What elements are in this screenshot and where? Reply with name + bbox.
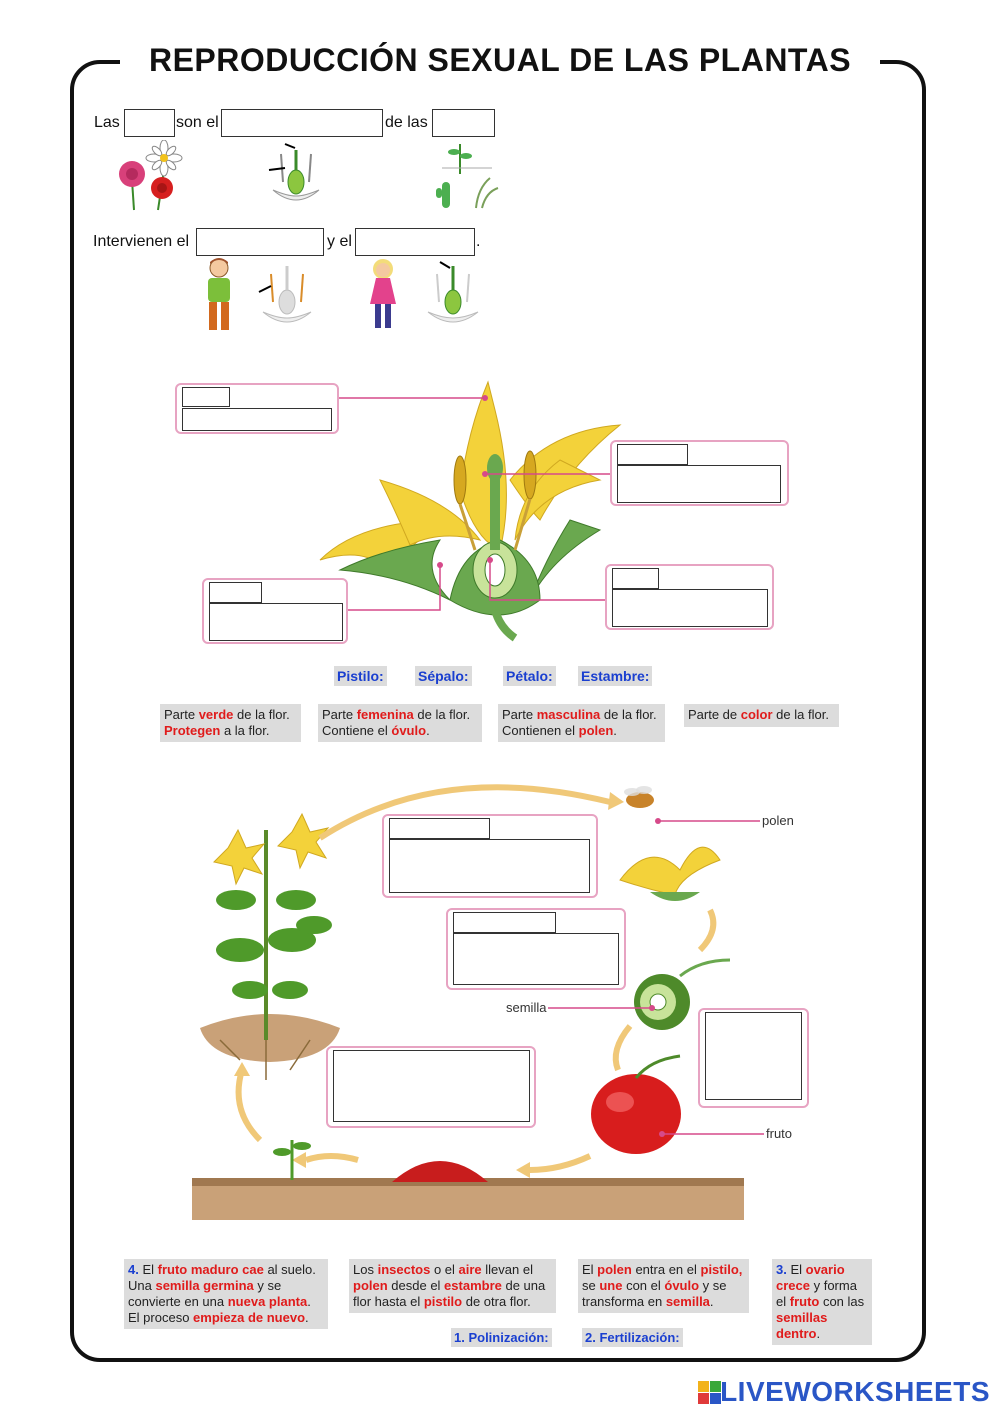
sentence2-word1: Intervienen el [93,233,190,250]
step-2-text[interactable]: El polen entra en el pistilo, se une con el óvulo y se transforma en semilla. [578,1259,749,1313]
flower-label-3-name[interactable] [209,582,262,603]
step-1-text[interactable]: Los insectos o el aire llevan el polen desde el estambre de una flor hasta el pistilo de otra flor. [349,1259,556,1313]
sentence2-word2: y el [327,233,352,250]
cycle-box-1-name[interactable] [389,818,490,839]
liveworksheets-logo-icon [698,1381,722,1405]
flower-label-3-desc[interactable] [209,603,343,641]
step-4-text[interactable]: 4. El fruto maduro cae al suelo. Una semilla germina y se convierte en una nueva planta. El proceso empieza de nuevo. [124,1259,328,1329]
sentence1-word1: Las [94,114,120,131]
label-semilla: semilla [506,1000,547,1015]
step-3-text[interactable]: 3. El ovario crece y forma el fruto con las semillas dentro. [772,1259,872,1345]
def-pistilo[interactable]: Parte femenina de la flor. Contiene el óvulo. [318,704,482,742]
sentence1-word2: son el [176,114,219,131]
def-sepalo[interactable]: Parte verde de la flor. Protegen a la flor. [160,704,301,742]
tag-estambre[interactable]: Estambre: [578,666,652,686]
tag-fertilizacion[interactable]: 2. Fertilización: [582,1328,683,1347]
cycle-box-2-name[interactable] [453,912,556,933]
page-title: REPRODUCCIÓN SEXUAL DE LAS PLANTAS [148,42,852,78]
flower-label-4-desc[interactable] [612,589,768,627]
cycle-box-2-desc[interactable] [453,933,619,985]
tag-pistilo[interactable]: Pistilo: [334,666,387,686]
flower-label-1-name[interactable] [182,387,230,407]
sentence1-word3: de las [385,114,428,131]
label-polen: polen [762,813,794,828]
flower-label-2-desc[interactable] [617,465,781,503]
flower-label-2-name[interactable] [617,444,688,465]
def-estambre[interactable]: Parte masculina de la flor. Contienen el polen. [498,704,665,742]
sentence2-word3: . [476,233,481,250]
cycle-box-3-desc[interactable] [705,1012,802,1100]
tag-polinizacion[interactable]: 1. Polinización: [451,1328,552,1347]
flower-label-1-desc[interactable] [182,408,332,431]
label-fruto: fruto [766,1126,793,1141]
tag-petalo[interactable]: Pétalo: [503,666,556,686]
flower-label-4-name[interactable] [612,568,659,589]
def-petalo[interactable]: Parte de color de la flor. [684,704,839,727]
tag-sepalo[interactable]: Sépalo: [415,666,472,686]
cycle-box-4-desc[interactable] [333,1050,530,1122]
cycle-box-1-desc[interactable] [389,839,590,893]
brand-name: LIVEWORKSHEETS [720,1376,990,1407]
